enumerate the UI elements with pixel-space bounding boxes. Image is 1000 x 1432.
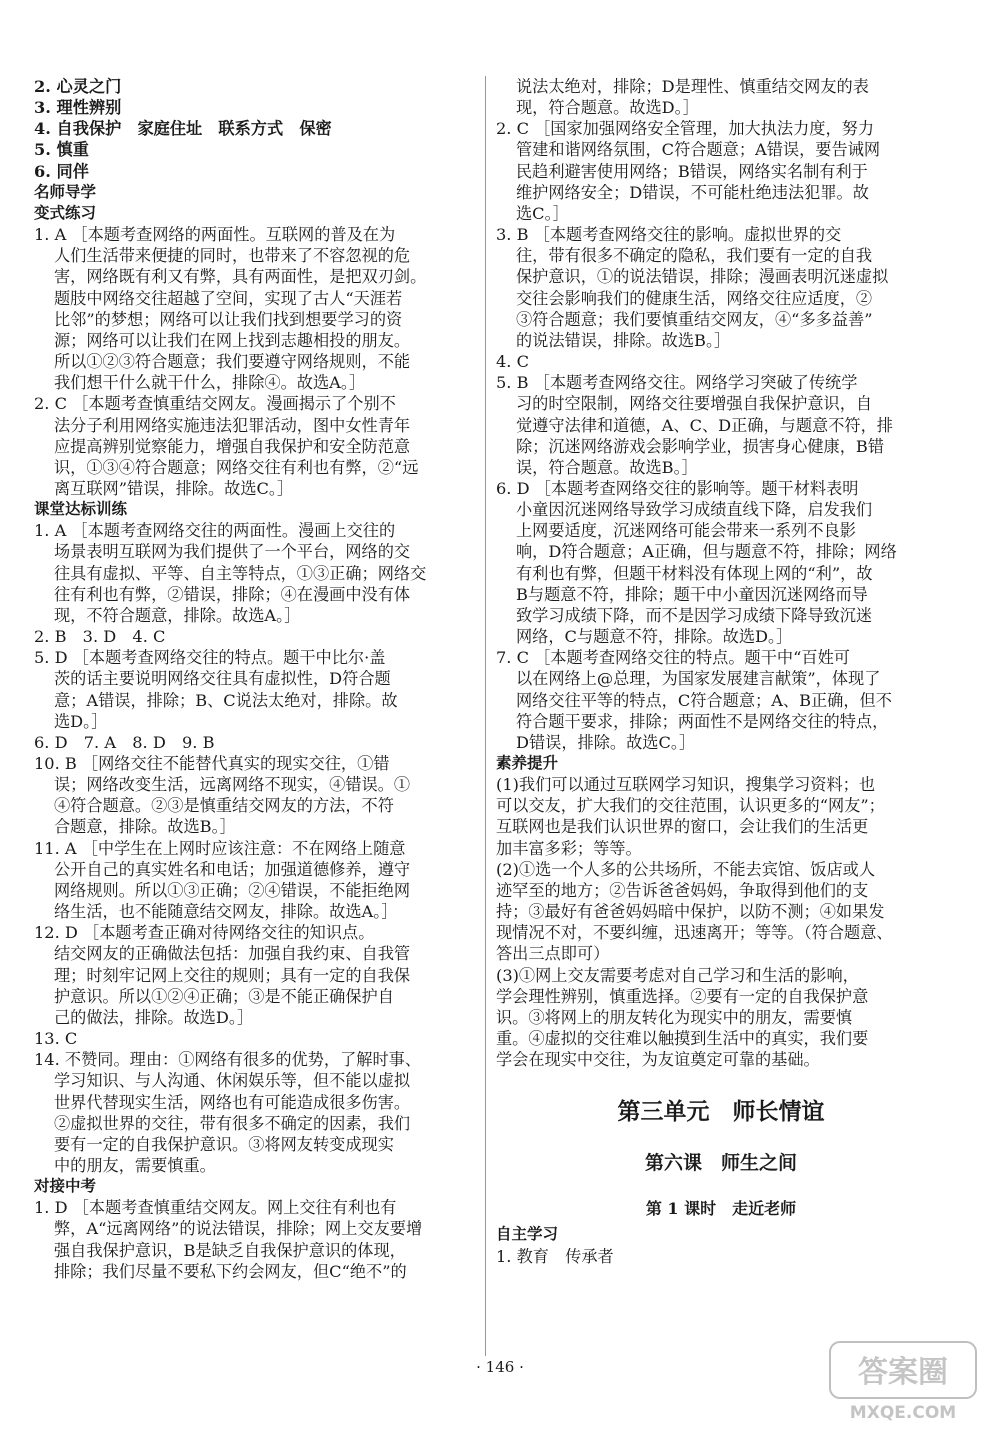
left-text-line: 1. A ［本题考查网络交往的两面性。漫画上交往的 bbox=[34, 521, 396, 541]
right-text-line: 以在网络上@总理，为国家发展建言献策”，体现了 bbox=[516, 669, 881, 689]
right-text-line: 小童因沉迷网络导致学习成绩直线下降，启发我们 bbox=[516, 500, 873, 520]
left-text-line: 理；时刻牢记网上交往的规则；具有一定的自我保 bbox=[54, 965, 411, 985]
right-text-line: 误，符合题意。故选B。］ bbox=[516, 457, 698, 477]
left-text-line: 13. C bbox=[34, 1029, 78, 1049]
left-text-line: 2. C ［本题考查慎重结交网友。漫画揭示了个别不 bbox=[34, 394, 396, 414]
right-text-line: 网络交往平等的特点，C符合题意；A、B正确，但不 bbox=[516, 690, 892, 710]
right-text-line: (3)①网上交友需要考虑对自己学习和生活的影响， bbox=[496, 965, 859, 985]
left-column bbox=[34, 76, 474, 1282]
right-text-line: 网络，C与题意不符，排除。故选D。］ bbox=[516, 627, 793, 647]
left-text-line: 茨的话主要说明网络交往具有虚拟性，D符合题 bbox=[54, 669, 391, 689]
left-text-line: 己的做法，排除。故选D。］ bbox=[54, 1007, 254, 1027]
right-text-line: 习的时空限制，网络交往要增强自我保护意识，自 bbox=[516, 394, 873, 414]
left-text-line: 强自我保护意识，B是缺乏自我保护意识的体现， bbox=[54, 1240, 406, 1260]
left-text-line: 网络规则。所以①③正确；②④错误，不能拒绝网 bbox=[54, 880, 411, 900]
right-text-line: 持；③最好有爸爸妈妈暗中保护，以防不测；④如果发 bbox=[496, 902, 885, 922]
left-text-line: 识，①③④符合题意；网络交往有利也有弊，②“远 bbox=[54, 457, 419, 477]
left-text-line: 排除；我们尽量不要私下约会网友，但C“绝不”的 bbox=[54, 1261, 407, 1281]
right-text-line: 维护网络安全；D错误，不可能杜绝违法犯罪。故 bbox=[516, 182, 869, 202]
watermark-logo-text: 答案圈 bbox=[858, 1355, 948, 1390]
left-text-line: 5. 慎重 bbox=[34, 140, 89, 160]
left-text-line: 14. 不赞同。理由：①网络有很多的优势，了解时事、 bbox=[34, 1050, 422, 1070]
page-number: · 146 · bbox=[476, 1358, 524, 1376]
right-text-line: 交往会影响我们的健康生活，网络交往应适度，② bbox=[516, 288, 873, 308]
right-text-line: (2)①选一个人多的公共场所，不能去宾馆、饭店或人 bbox=[496, 859, 876, 879]
left-text-line: 中的朋友，需要慎重。 bbox=[54, 1155, 216, 1175]
right-text-line: 除；沉迷网络游戏会影响学业，损害身心健康，B错 bbox=[516, 436, 885, 456]
left-text-line: 学习知识、与人沟通、休闲娱乐等，但不能以虚拟 bbox=[54, 1071, 411, 1091]
left-text-line: 1. D ［本题考查慎重结交网友。网上交往有利也有 bbox=[34, 1198, 397, 1218]
left-text-line: 应提高辨别觉察能力，增强自我保护和安全防范意 bbox=[54, 436, 411, 456]
left-text-line: ④符合题意。②③是慎重结交网友的方法，不符 bbox=[54, 796, 394, 816]
right-text-line: 学会理性辨别，慎重选择。②要有一定的自我保护意 bbox=[496, 986, 869, 1006]
left-text-line: 6. 同伴 bbox=[34, 161, 89, 181]
left-text-line: 变式练习 bbox=[34, 203, 97, 222]
right-text-line: 选C。］ bbox=[516, 203, 569, 223]
right-text-line: 迹罕至的地方；②告诉爸爸妈妈，争取得到他们的支 bbox=[496, 880, 869, 900]
left-text-line: 离互联网”错误，排除。故选C。］ bbox=[54, 478, 294, 498]
right-text-line: 保护意识，①的说法错误，排除；漫画表明沉迷虚拟 bbox=[516, 267, 889, 287]
left-text-line: 护意识。所以①②④正确；③是不能正确保护自 bbox=[54, 986, 394, 1006]
right-text-line: 加丰富多彩；等等。 bbox=[496, 838, 642, 858]
right-text-line: 5. B ［本题考查网络交往。网络学习突破了传统学 bbox=[496, 373, 858, 393]
left-text-line: 2. B 3. D 4. C bbox=[34, 627, 166, 647]
right-text-line: 6. D ［本题考查网络交往的影响等。题干材料表明 bbox=[496, 478, 859, 498]
right-text-line: (1)我们可以通过互联网学习知识，搜集学习资料；也 bbox=[496, 775, 876, 795]
left-text-line: 名师导学 bbox=[34, 182, 97, 201]
right-text-line: 识。③将网上的朋友转化为现实中的朋友，需要慎 bbox=[496, 1007, 853, 1027]
right-text-line: 说法太绝对，排除；D是理性、慎重结交网友的表 bbox=[516, 77, 869, 96]
right-text-line: 学会在现实中交往，为友谊奠定可靠的基础。 bbox=[496, 1050, 820, 1070]
right-text-line: 互联网也是我们认识世界的窗口，会让我们的生活更 bbox=[496, 817, 869, 837]
right-text-line: 现，符合题意。故选D。］ bbox=[516, 98, 699, 118]
right-text-line: 往，带有很多不确定的隐私，我们要有一定的自我 bbox=[516, 246, 873, 266]
self-study-line: 1. 教育 传承者 bbox=[496, 1246, 614, 1266]
watermark-url: MXQE.COM bbox=[849, 1403, 957, 1423]
lesson-title: 第六课 师生之间 bbox=[644, 1152, 797, 1175]
right-text-line: 上网要适度，沉迷网络可能会带来一系列不良影 bbox=[516, 521, 856, 541]
right-text-line: B与题意不符，排除；题干中小童因沉迷网络而导 bbox=[516, 584, 868, 604]
right-text-line: 符合题干要求，排除；两面性不是网络交往的特点， bbox=[516, 711, 889, 731]
left-text-line: 往具有虚拟、平等、自主等特点，①③正确；网络交 bbox=[54, 563, 427, 583]
right-text-line: 重。④虚拟的交往难以触摸到生活中的真实，我们要 bbox=[496, 1029, 869, 1049]
left-text-line: 源；网络可以让我们在网上找到志趣相投的朋友。 bbox=[54, 330, 411, 350]
right-text-line: 致学习成绩下降，而不是因学习成绩下降导致沉迷 bbox=[516, 605, 873, 625]
left-text-line: 4. 自我保护 家庭住址 联系方式 保密 bbox=[34, 119, 332, 139]
right-column-text bbox=[496, 76, 946, 1070]
left-text-line: 合题意，排除。故选B。］ bbox=[54, 817, 236, 837]
left-text-line: 我们想干什么就干什么，排除④。故选A。］ bbox=[54, 373, 366, 393]
left-text-line: 公开自己的真实姓名和电话；加强道德修养，遵守 bbox=[54, 859, 411, 879]
right-text-line: 7. C ［本题考查网络交往的特点。题干中“百姓可 bbox=[496, 648, 850, 668]
left-text-line: 1. A ［本题考查网络的两面性。互联网的普及在为 bbox=[34, 225, 396, 245]
left-text-line: 场景表明互联网为我们提供了一个平台，网络的交 bbox=[54, 542, 411, 562]
left-text-line: 12. D ［本题考查正确对待网络交往的知识点。 bbox=[34, 923, 375, 943]
left-text-line: 世界代替现实生活，网络也有可能造成很多伤害。 bbox=[54, 1092, 411, 1112]
left-text-line: 弊，A“远离网络”的说法错误，排除；网上交友要增 bbox=[54, 1219, 423, 1239]
right-text-line: 响，D符合题意；A正确，但与题意不符，排除；网络 bbox=[516, 542, 897, 562]
left-text-line: 对接中考 bbox=[34, 1177, 97, 1196]
right-text-line: 答出三点即可） bbox=[496, 944, 610, 964]
right-text-line: D错误，排除。故选C。］ bbox=[516, 732, 696, 752]
right-column bbox=[496, 76, 946, 1267]
right-text-line: 可以交友，扩大我们的交往范围，认识更多的“网友”； bbox=[496, 796, 885, 816]
left-text-line: 往有利也有弊，②错误，排除；④在漫画中没有体 bbox=[54, 584, 411, 604]
left-text-line: 误；网络改变生活，远离网络不现实，④错误。① bbox=[54, 775, 411, 795]
left-text-line: 11. A ［中学生在上网时应该注意：不在网络上随意 bbox=[34, 838, 406, 858]
unit-title: 第三单元 师长情谊 bbox=[617, 1098, 825, 1126]
left-text-line: 意；A错误，排除；B、C说法太绝对，排除。故 bbox=[54, 690, 398, 710]
column-divider bbox=[485, 76, 486, 1356]
left-text-line: 选D。］ bbox=[54, 711, 108, 731]
left-text-line: 所以①②③符合题意；我们要遵守网络规则，不能 bbox=[54, 352, 411, 372]
right-text-line: 素养提升 bbox=[496, 754, 559, 772]
left-text-line: 3. 理性辨别 bbox=[34, 98, 122, 118]
left-text-line: 5. D ［本题考查网络交往的特点。题干中比尔·盖 bbox=[34, 648, 386, 668]
left-text-line: 要有一定的自我保护意识。③将网友转变成现实 bbox=[54, 1134, 394, 1154]
right-text-line: 2. C ［国家加强网络安全管理，加大执法力度，努力 bbox=[496, 119, 875, 139]
right-text-line: 的说法错误，排除。故选B。］ bbox=[516, 330, 731, 350]
left-text-line: 10. B ［网络交往不能替代真实的现实交往，①错 bbox=[34, 754, 390, 773]
left-text-line: ②虚拟世界的交往，带有很多不确定的因素，我们 bbox=[54, 1113, 411, 1133]
left-text-line: 6. D 7. A 8. D 9. B bbox=[34, 732, 215, 752]
left-text-line: 结交网友的正确做法包括：加强自我约束、自我管 bbox=[54, 944, 411, 964]
left-text-line: 课堂达标训练 bbox=[34, 500, 128, 519]
right-text-line: 3. B ［本题考查网络交往的影响。虚拟世界的交 bbox=[496, 225, 842, 245]
left-text-line: 害，网络既有利又有弊，具有两面性，是把双刃剑。 bbox=[54, 267, 427, 287]
right-text-line: 有利也有弊，但题干材料没有体现上网的“利”，故 bbox=[516, 563, 873, 583]
watermark-logo bbox=[828, 1336, 978, 1426]
left-text-line: 题肢中网络交往超越了空间，实现了古人“天涯若 bbox=[54, 288, 403, 308]
left-text-line: 现，不符合题意，排除。故选A。］ bbox=[54, 605, 301, 625]
right-text-line: ③符合题意；我们要慎重结交网友，④“多多益善” bbox=[516, 309, 873, 329]
right-text-line: 民趋利避害使用网络；B错误，网络实名制有利于 bbox=[516, 161, 868, 181]
left-text-line: 比邻”的梦想；网络可以让我们找到想要学习的资 bbox=[54, 309, 403, 329]
right-text-line: 管建和谐网络氛围，C符合题意；A错误，要告诫网 bbox=[516, 140, 881, 160]
right-text-line: 觉遵守法律和道德，A、C、D正确，与题意不符，排 bbox=[516, 415, 893, 435]
left-text-line: 法分子利用网络实施违法犯罪活动，图中女性青年 bbox=[54, 415, 411, 435]
left-text-line: 络生活，也不能随意结交网友，排除。故选A。］ bbox=[54, 902, 398, 922]
right-text-line: 4. C bbox=[496, 352, 529, 372]
left-text-line: 人们生活带来便捷的同时，也带来了不容忽视的危 bbox=[54, 246, 411, 266]
self-study-heading: 自主学习 bbox=[496, 1225, 559, 1244]
period-title: 第 1 课时 走近老师 bbox=[645, 1199, 797, 1219]
left-text-line: 2. 心灵之门 bbox=[34, 77, 122, 96]
right-text-line: 现情况不对，不要纠缠，迅速离开；等等。（符合题意、 bbox=[496, 923, 893, 943]
